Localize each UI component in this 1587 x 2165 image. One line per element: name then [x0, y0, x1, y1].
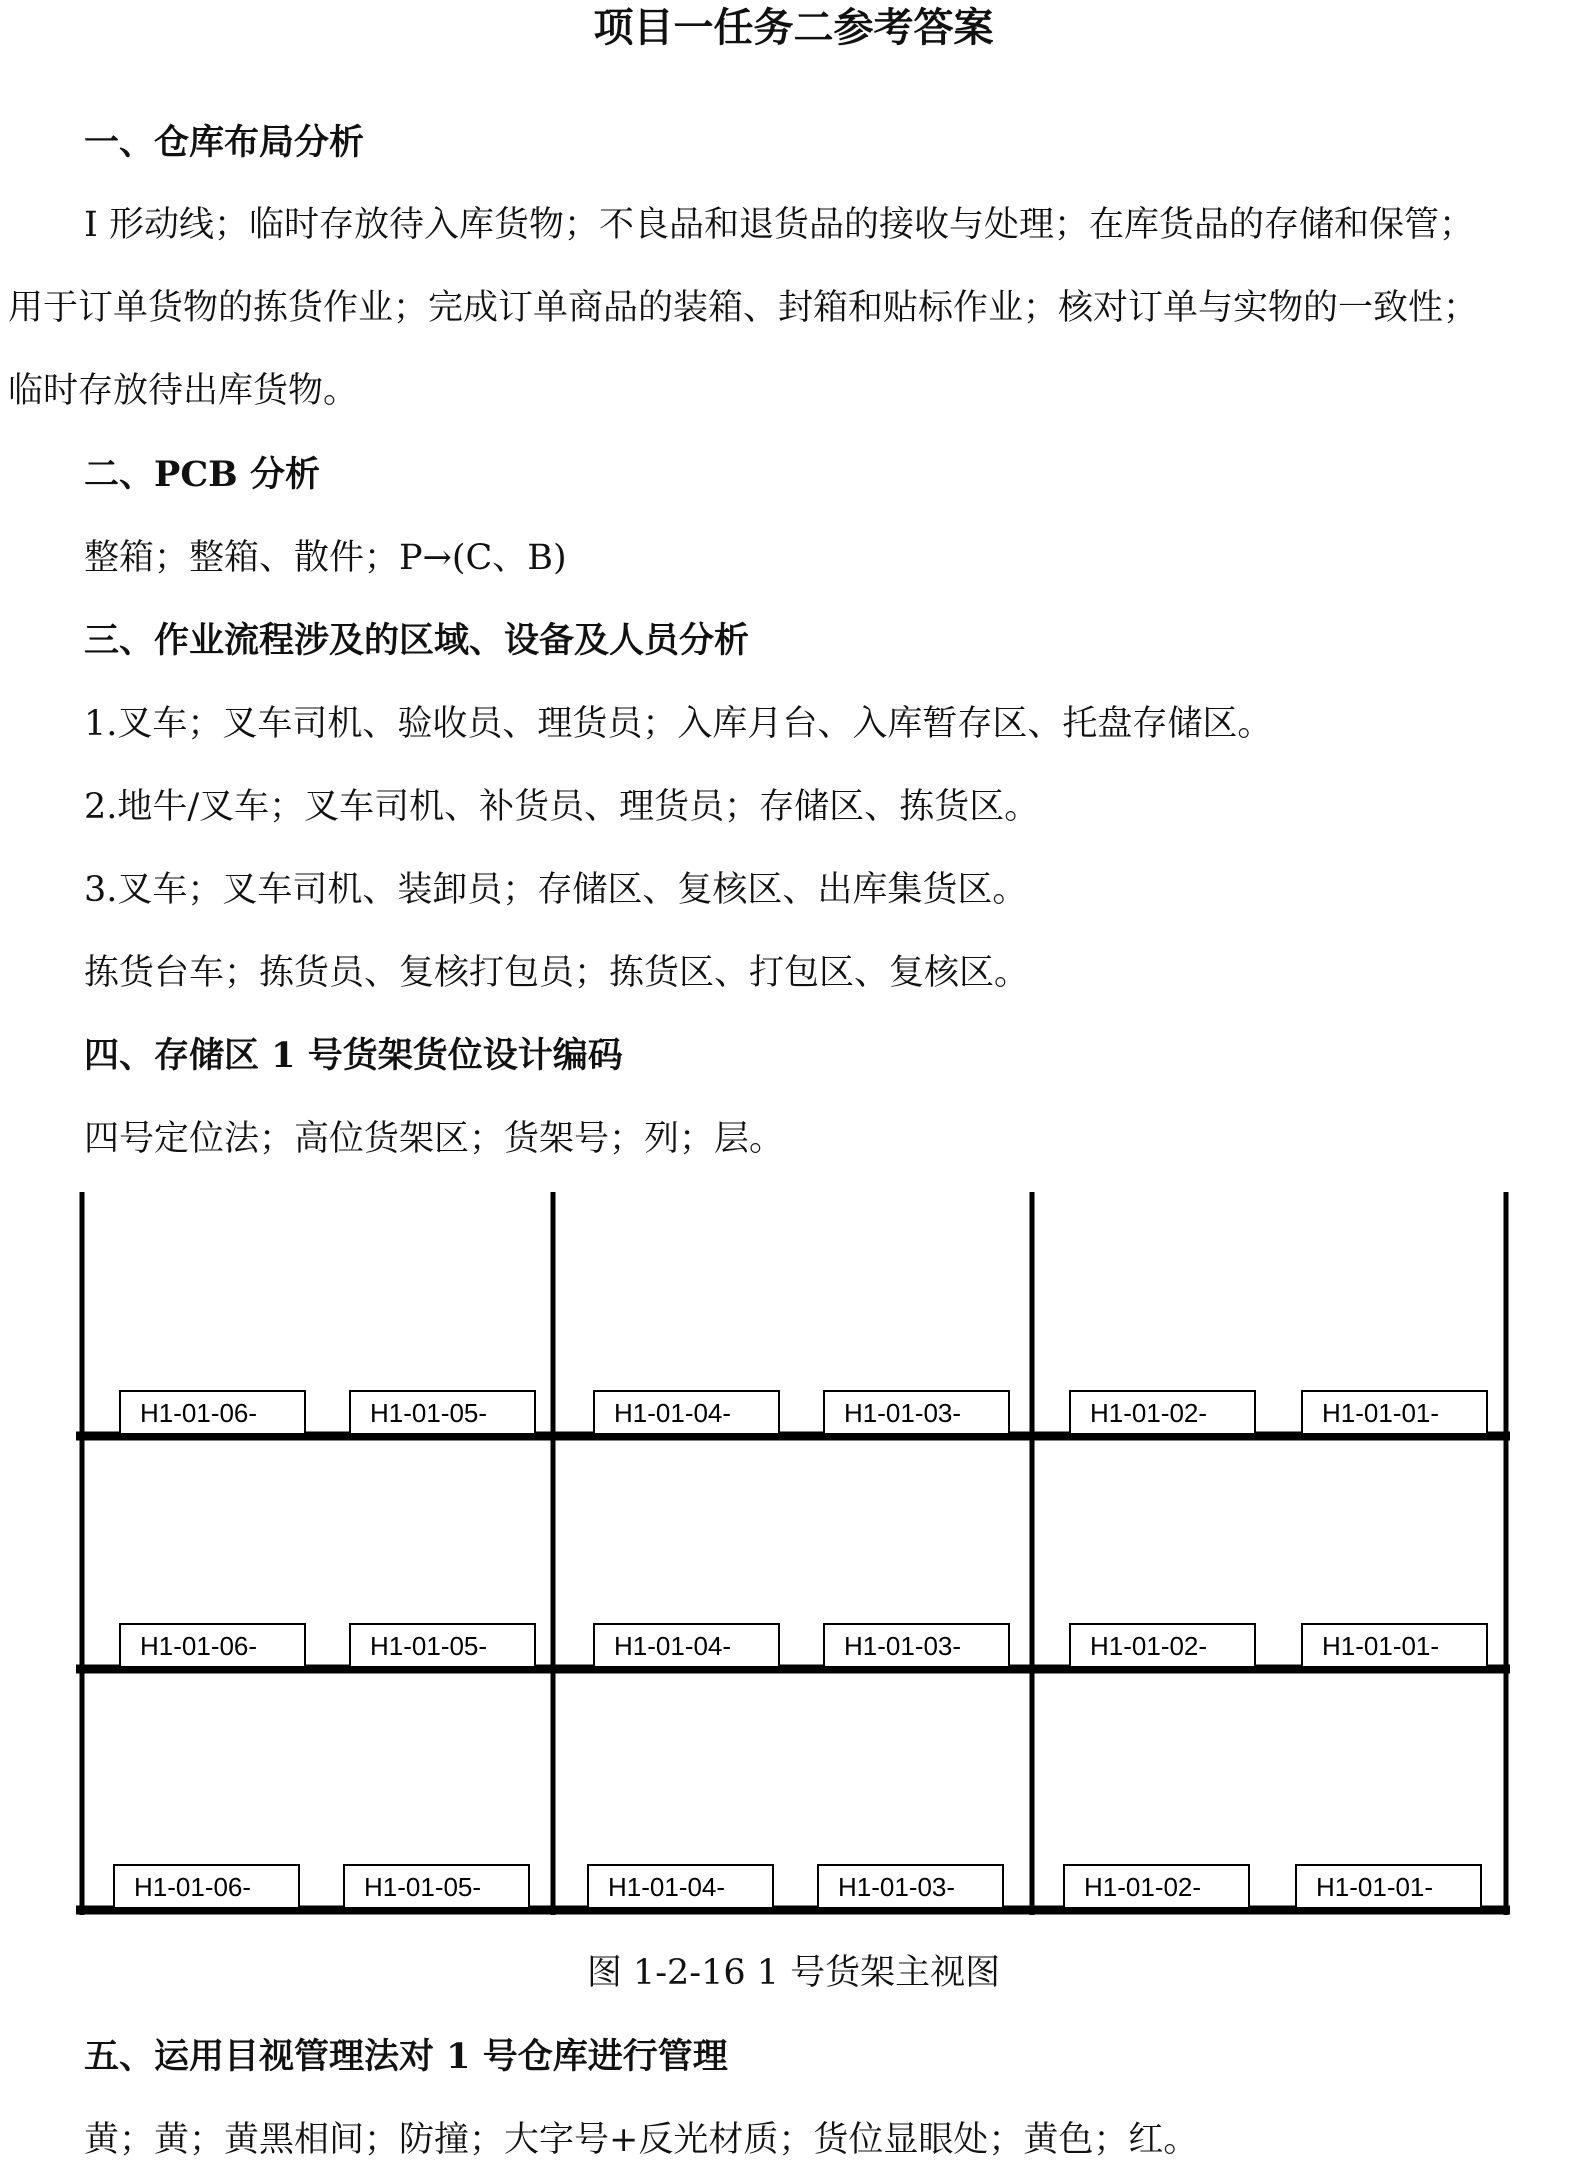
rack-location-box	[824, 1624, 1009, 1667]
rack-location-label: H1-01-03-	[844, 1631, 962, 1661]
rack-location-label: H1-01-02-	[1084, 1872, 1202, 1902]
rack-location-label: H1-01-06-	[134, 1872, 252, 1902]
rack-location-label: H1-01-04-	[608, 1872, 726, 1902]
rack-location-label: H1-01-03-	[838, 1872, 956, 1902]
section-3-line-1: 1.叉车；叉车司机、验收员、理货员；入库月台、入库暂存区、托盘存储区。	[84, 704, 1273, 744]
section-4-line-1: 四号定位法；高位货架区；货架号；列；层。	[84, 1119, 785, 1159]
rack-location-box	[120, 1624, 305, 1667]
rack-frame	[76, 1192, 1510, 1915]
rack-location-label: H1-01-05-	[364, 1872, 482, 1902]
rack-location-label: H1-01-01-	[1322, 1631, 1440, 1661]
rack-location-box	[594, 1391, 779, 1434]
rack-location-box	[120, 1391, 305, 1434]
rack-location-labels	[114, 1391, 1487, 1908]
section-3-line-4: 拣货台车；拣货员、复核打包员；拣货区、打包区、复核区。	[84, 953, 1030, 993]
rack-location-box	[114, 1865, 299, 1908]
rack-location-label: H1-01-03-	[844, 1398, 962, 1428]
rack-location-label: H1-01-04-	[614, 1631, 732, 1661]
rack-location-box	[350, 1391, 535, 1434]
section-4-heading: 四、存储区 1 号货架货位设计编码	[84, 1035, 623, 1076]
rack-location-box	[818, 1865, 1003, 1908]
rack-location-label: H1-01-01-	[1316, 1872, 1434, 1902]
rack-location-label: H1-01-01-	[1322, 1398, 1440, 1428]
rack-location-box	[1064, 1865, 1249, 1908]
rack-location-label: H1-01-05-	[370, 1398, 488, 1428]
section-1-line-3: 临时存放待出库货物。	[8, 371, 359, 411]
section-1-line-1: I 形动线；临时存放待入库货物；不良品和退货品的接收与处理；在库货品的存储和保管；	[84, 205, 1474, 245]
section-2-line-1: 整箱；整箱、散件；P→(C、B)	[84, 538, 567, 578]
rack-location-box	[1070, 1391, 1255, 1434]
rack-location-box	[588, 1865, 773, 1908]
page-title: 项目一任务二参考答案	[593, 4, 994, 51]
rack-location-box	[594, 1624, 779, 1667]
rack-location-box	[350, 1624, 535, 1667]
rack-location-box	[824, 1391, 1009, 1434]
section-3-line-3: 3.叉车；叉车司机、装卸员；存储区、复核区、出库集货区。	[84, 870, 1028, 910]
rack-location-box	[1302, 1624, 1487, 1667]
section-1-line-2: 用于订单货物的拣货作业；完成订单商品的装箱、封箱和贴标作业；核对订单与实物的一致性；	[8, 288, 1479, 328]
section-5-heading: 五、运用目视管理法对 1 号仓库进行管理	[84, 2036, 728, 2077]
rack-location-label: H1-01-04-	[614, 1398, 732, 1428]
section-3-line-2: 2.地牛/叉车；叉车司机、补货员、理货员；存储区、拣货区。	[84, 787, 1040, 827]
section-2-heading: 二、PCB 分析	[84, 454, 320, 495]
rack-location-label: H1-01-06-	[140, 1398, 258, 1428]
rack-location-box	[1302, 1391, 1487, 1434]
rack-location-box	[1296, 1865, 1481, 1908]
rack-location-label: H1-01-02-	[1090, 1398, 1208, 1428]
section-5-line-1: 黄；黄；黄黑相间；防撞；大字号+反光材质；货位显眼处；黄色；红。	[84, 2120, 1199, 2160]
rack-location-box	[1070, 1624, 1255, 1667]
section-1-heading: 一、仓库布局分析	[84, 122, 365, 163]
rack-location-box	[344, 1865, 529, 1908]
section-3-heading: 三、作业流程涉及的区域、设备及人员分析	[84, 620, 750, 661]
rack-location-label: H1-01-02-	[1090, 1631, 1208, 1661]
figure-caption: 图 1-2-16 1 号货架主视图	[586, 1953, 1001, 1993]
rack-location-label: H1-01-05-	[370, 1631, 488, 1661]
rack-location-label: H1-01-06-	[140, 1631, 258, 1661]
